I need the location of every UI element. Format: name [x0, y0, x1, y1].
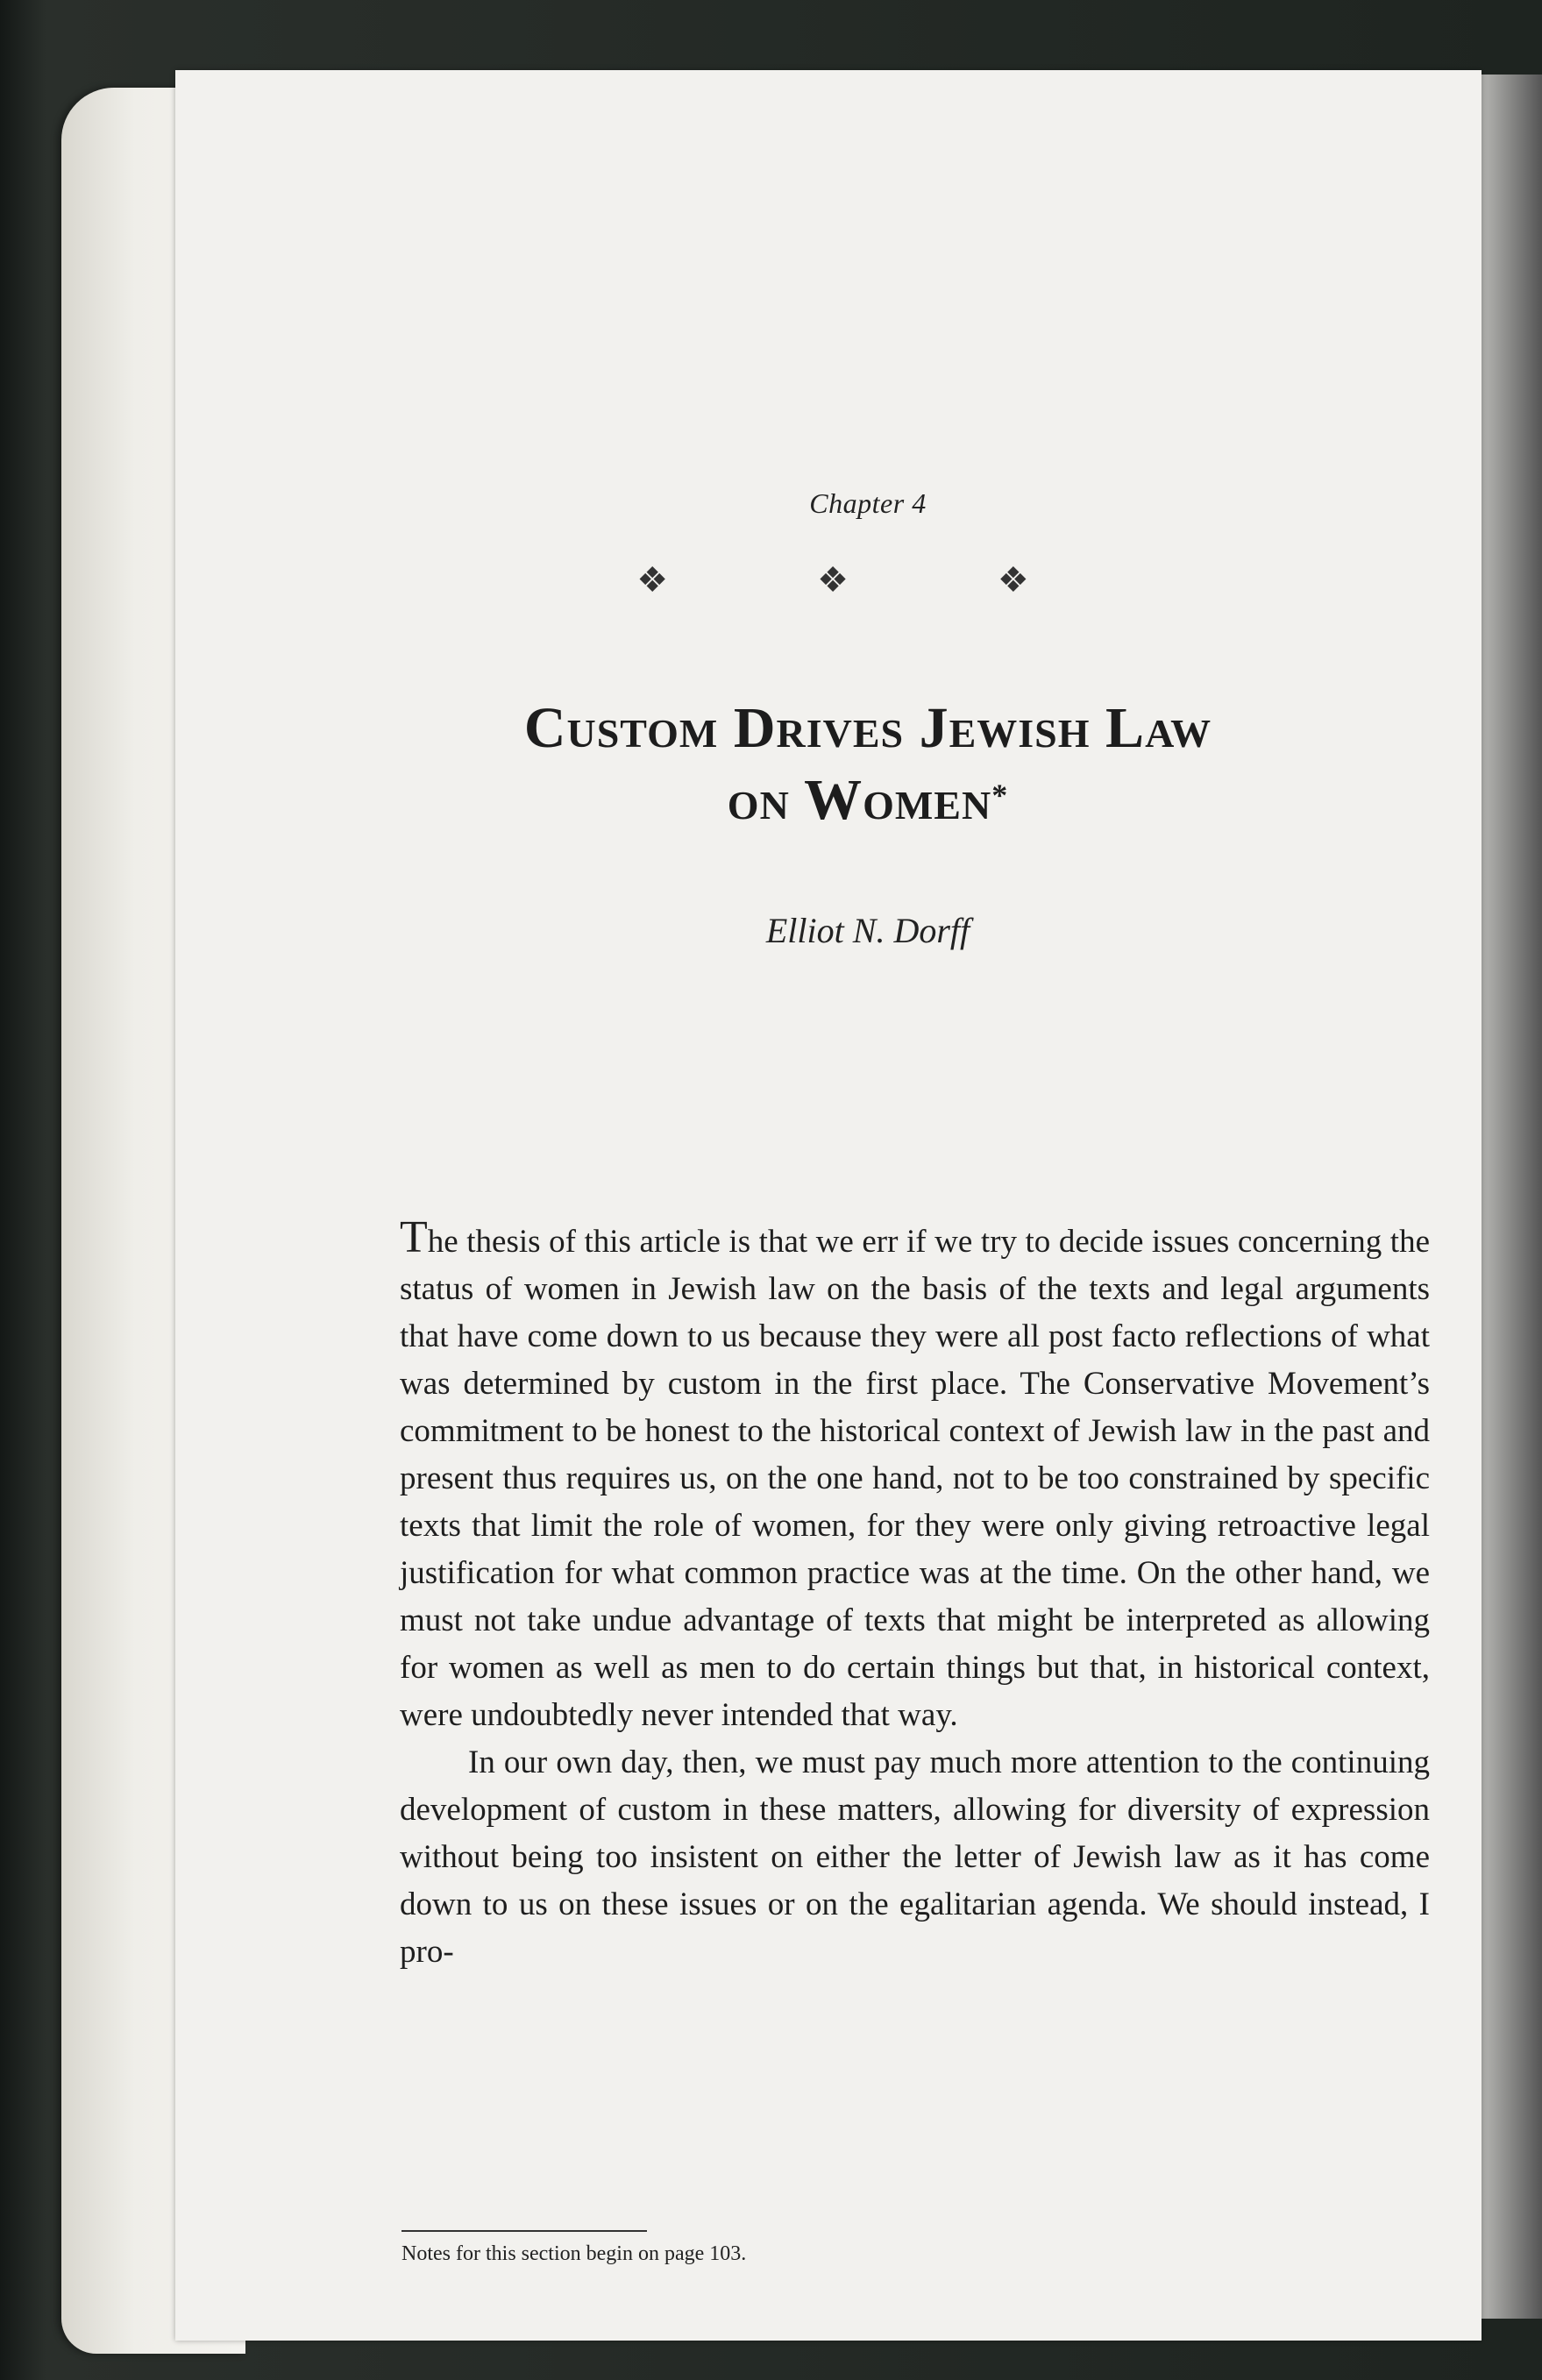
title-line-2-text: on Women: [727, 768, 992, 832]
footnote: Notes for this section begin on page 103.: [401, 2242, 747, 2265]
title-line-2: [254, 764, 1482, 836]
paragraph-2: In our own day, then, we must pay much more attention to the continuing development of custom in these matters, allowing for diversity of expression without being too insistent on either the letter of Jewish law as it has come down to us on these issues or on the egalitarian agenda. We should instead, I pro-: [400, 1744, 1430, 1970]
title-line-1: Custom Drives Jewish Law: [523, 696, 1212, 760]
book-page: [175, 70, 1482, 2341]
chapter-label: Chapter 4: [809, 487, 927, 519]
drop-cap: T: [400, 1212, 428, 1262]
article-title: [175, 693, 1482, 836]
paragraph-1-text: he thesis of this article is that we err if we try to decide issues concerning the status of women in Jewish law on the basis of the texts and legal arguments that have come down to us because they were all post facto reflections of what was determined by custom in the first place. The Conservative Movement’s commitment to be honest to the historical context of Jewish law in the past and present thus requires us, on the one hand, not to be too constrained by specific texts that limit the role of women, for they were only giving retroactive legal justification for what common practice was at the time. On the other hand, we must not take undue advantage of texts that might be interpreted as allowing for women as well as men to do certain things but that, in historical context, were undoubtedly never intended that way.: [400, 1224, 1430, 1733]
title-footnote-mark: *: [991, 778, 1009, 813]
paragraph-1: [400, 1214, 1430, 1739]
ornament-divider: ❖ ❖ ❖: [636, 560, 1099, 600]
author-name: Elliot N. Dorff: [765, 911, 970, 950]
page-content: [175, 70, 1482, 2341]
body-text: [400, 1214, 1430, 1976]
footnote-rule: [401, 2230, 647, 2232]
